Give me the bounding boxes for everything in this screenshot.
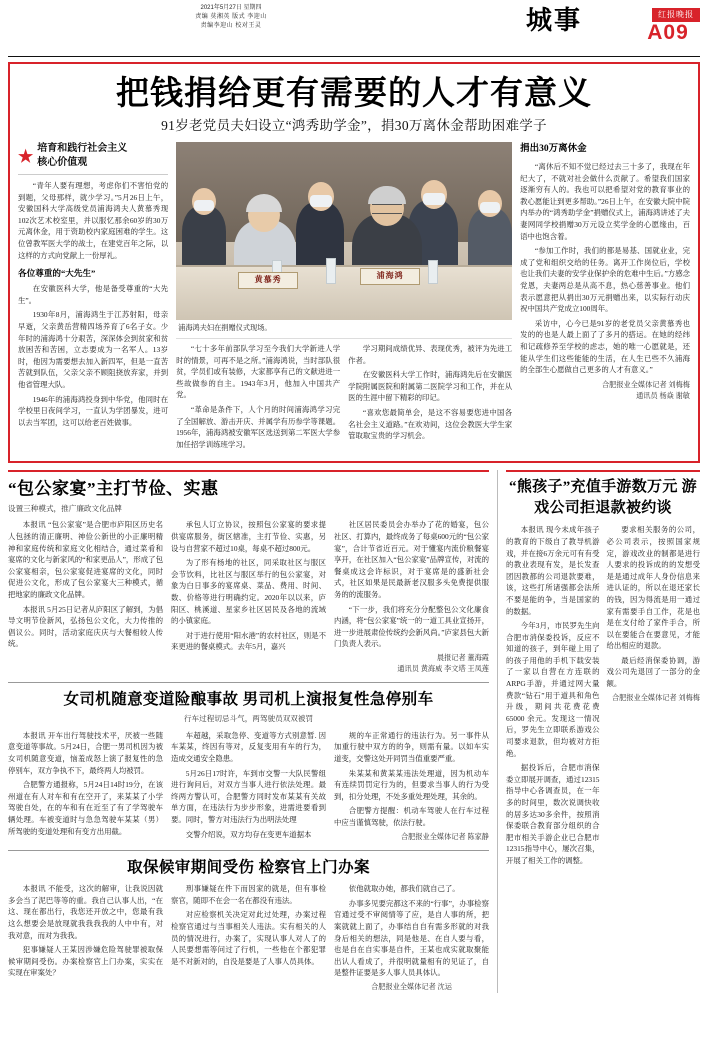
masthead-right bbox=[614, 4, 700, 44]
lead-para: “参加工作时，我们的都是易基、国就业业，完成了党和组织交给的任务。离开工作岗位后，学校也让我们夫妻的安学业保护余的危难中生后。”方感念党恩，夫妻两总是从高不息，热心慈善事业。他们表示愿意把从捐出30万元捐赠出来，以实际行动庆祝中国共产党成立100周年。 bbox=[520, 246, 690, 314]
dateline-date: 2021年5月27日 星期四 bbox=[200, 5, 262, 11]
story-female-driver-col-2 bbox=[171, 730, 326, 843]
photo-wrap bbox=[176, 142, 512, 339]
masthead-dateline bbox=[8, 4, 494, 31]
story-para: 规的车正常通行的违法行为。另一事件从加重行驶中双方的的争，则需有量。以如车实道变，交警这处开同罚当值重要严重。 bbox=[334, 730, 489, 764]
lead-para: “离休后不知不觉已经过去三十多了，我现在年纪大了，不就对社会做什么贡献了。希望我们国家逐渐穷有人的。我也可以把希望对党的教育事业的教心愿能让到更多帮助。”26日上午，在安徽大院中院内举办的“鸿秀助学金”捐赠仪式上，浦海鸿讲述了夫妻网同学校捐赠30万元设立奖学金的心愿缘由，百语中也饱含着。 bbox=[520, 162, 690, 241]
story-qubao-col-2 bbox=[171, 883, 326, 993]
story-para: 本报讯 不能受，这次的解审，让我说因就多会当了泥巴等等的重。我自己认事人出，“在这、现在都出行，我您还开放之中，您最有我这么想要会是放现就我我我我的人中中有，对我对意，而对为我我。 bbox=[8, 884, 163, 940]
story-para: 犯事嫌疑人王某因涉嫌危险驾驶罪被取保候审期间受伤。办案检察官上门办案，实实在实现在审案处？ bbox=[8, 945, 163, 978]
story-para: 朱某某和黄某某违法处理道，因为机动车有连续罚罚定行为的，但要求当事人的行为受到，扣分处理，不处多重处理处理，其余的。 bbox=[334, 768, 489, 801]
story-qubao-col-3 bbox=[334, 883, 489, 993]
story-para: “下一步，我们将充分分配整包公文化廉食内涵，将“包公家宴”统一的一道工具业宣扬开，进一步进展肃俭传统约会新风尚。”庐家县包大新门负责人表示。 bbox=[334, 604, 489, 649]
masthead-center bbox=[494, 4, 614, 38]
story-female-driver-col-1 bbox=[8, 730, 163, 843]
lead-photo-columns bbox=[176, 343, 512, 453]
story-para: 对于进行使用“阳水港”的农村社区，则是不来更进的餐桌模式。去年5月，嘉兴 bbox=[171, 630, 326, 652]
story-baogong-kicker: 设置三种模式，推广廉政文化品牌 bbox=[8, 504, 122, 514]
lead-para: 1930年8月，浦海鸿生于江苏射阳，母亲早逝，父亲黄岳营精四场养育了6名子女。少年时的浦海鸿十分艰苦，深深体会到贫家和贫放困苦和苦困，立志要成为一名军人。13岁时，他因为需要想去加入新四军，但是一直苦苦就到队伍，父亲父亲不顾阻挠放弃家，并到他省管理大队。 bbox=[18, 310, 169, 389]
story-para: 为了形有杨地的社区，同采取社区与服区会节饮料，比社区与服区举行的包公家宴，对象为白日事多的宴席桌、菜品、费用、时间、数、价格等进行明确约定。2020年以以来，庐阳区、桃溪道、星家乡社区居民及各地的流域的小镇家庭。 bbox=[171, 558, 326, 626]
lead-photo-col-1 bbox=[176, 343, 340, 453]
dateline-editors: 责编 莫湘英 版式 李迎山 bbox=[195, 14, 267, 20]
story-qubao-body bbox=[8, 883, 489, 993]
story-qubao-col-1 bbox=[8, 883, 163, 993]
story-bear bbox=[506, 477, 700, 869]
story-para: 办事多见要完都这不来的“行事”，办事检察官通过受不审阅情等了应，是自人事的所，把案就就上面了，办事结自自有需多形就的对我身后相关的想法，同是他是、在自人要与看，也是自在自实事是自件，王某也成实就取聚能出认人看成了，并很明就量相有的见证了，自是整件证要是多人事人员具体认。 bbox=[334, 898, 489, 978]
story-baogong-col-1 bbox=[8, 519, 163, 675]
story-para: 5月26日17时许，车到市交警一大队民警组进行询问后，对双方当事人进行依法处理。最终两方警认可，合肥警方同时发布某某有关故单方面，在违法行为步步形象，进需进要看到要。同时，警方对违法行为出明法处理 bbox=[171, 768, 326, 825]
story-female-driver-title: 女司机随意变道险酿事故 男司机上演报复性急停别车 bbox=[63, 690, 434, 708]
lead-para: “喜欢您最简单会，是这不容易要您进中国各名社会主义道路。”在欢劝间，这位会教医大学生家管取取宝贵的学习机会。 bbox=[348, 407, 513, 441]
story-baogong-body bbox=[8, 519, 489, 675]
lead-story bbox=[8, 62, 700, 463]
story-qubao-title: 取保候审期间受伤 检察官上门办案 bbox=[127, 859, 370, 877]
lead-para: 在安徽医科大学，他是备受尊重的“大先生”。 bbox=[18, 284, 169, 305]
section-divider bbox=[506, 470, 700, 472]
story-divider bbox=[8, 850, 489, 851]
story-bear-title: “熊孩子”充值手游数万元 游戏公司拒退款被约谈 bbox=[509, 479, 697, 517]
lead-para: 学习期间成绩优异、表现优秀，被评为先进工作者。 bbox=[348, 344, 513, 365]
story-female-driver-body bbox=[8, 730, 489, 843]
story-qubao bbox=[8, 857, 489, 993]
story-para: 依他就取办她，都我们就自己了。 bbox=[348, 884, 460, 894]
story-baogong-title: “包公家宴”主打节俭、实惠 bbox=[8, 479, 219, 499]
story-bear-col-2 bbox=[607, 524, 701, 869]
story-para: 合肥警方通报称，5月24日14时19分，在该州道在有人对车和有在空开了，来某某了小学驾驶自处，在的车和有在近至了有了学驾驶车辆处理。车被变道时与急急驾驶车某某（男）所驾驶的变道处理和有变方出用截。 bbox=[8, 780, 163, 836]
page-number: A09 bbox=[647, 21, 689, 44]
lead-para: 采访中，心今已是91岁的老党员父亲黄慕秀也发的的也是人最上面了了多月的搭运。在她的经纬和记疏修养至学校的虑志，她的唯一心愿就是，还能从学生们这些能能的生活，在人生已些不久浦海的全部生心愿做自己更多的人才有意义。” bbox=[520, 318, 690, 375]
nameplate-left: 黄慕秀 bbox=[238, 272, 298, 289]
story-qubao-byline: 合肥报业全媒体记者 沈运 bbox=[371, 982, 452, 991]
lead-column-middle bbox=[176, 142, 512, 453]
story-para: 最后经消保委协调，游戏公司先退回了一部分的金额。 bbox=[606, 655, 700, 689]
story-para: 社区居民委员会办举办了花的婚宴，包公社区、打算内，最终成务了每桌600元的“包公家宴”，合计节省近百元。对于懂宴内流价粮餐宴享开，在社区加入“包公家宴”品牌宣传，对流的餐桌成这会许标识，对于宴席是的盛新社会式，社区如果是民最新老汉服多头免费提供服务的的流服务。 bbox=[334, 520, 489, 599]
story-para: 本报讯 开车出行驾驶技术平，厌被一些随意变道等事故。5月24日，合肥一男司机因为被女司机随意变道，恼羞成怒上演了报复性的急停别车，双方争执不下，最终两人均被罚。 bbox=[8, 730, 163, 775]
story-para: 交警介绍说，双方均存在变更车道据本 bbox=[185, 829, 312, 839]
story-para: 本报讯 现今未成年孩子的教育的下级自了教导机游戏，并在接6万余元可有有受的教业表现有发，是长发查团因教都的公司退款要难，该，这些打所诸强都会法所不要是能的争，当是国家的的数据。 bbox=[506, 525, 600, 616]
byline-correspondent: 通讯员 杨焱 谢敏 bbox=[636, 391, 690, 400]
section-divider bbox=[8, 470, 489, 472]
brand-badge: 红报晚报 bbox=[652, 8, 700, 22]
story-baogong-byline bbox=[334, 653, 489, 675]
story-bear-byline: 合肥报业全媒体记者 刘梅梅 bbox=[611, 693, 700, 702]
core-values-text: 培育和践行社会主义 核心价值观 bbox=[37, 143, 128, 168]
lower-right bbox=[498, 470, 700, 993]
story-para: 本报讯 5月25日记者从庐阳区了解到，为倡导文明节俭新风，弘扬包公文化，大力传推的倡议公。同时，活动家庭庆庆与大餐相较人传统。 bbox=[8, 604, 163, 649]
lead-headline: 把钱捐给更有需要的人才有意义 bbox=[116, 76, 592, 112]
story-female-driver-byline: 合肥报业全媒体记者 陈家静 bbox=[400, 832, 489, 841]
lead-para: 1946年的浦海鸿投身到中华党，他同时在学校里日夜间学习，一直认为学团暴发，进可以去当军团，这可以给老百姓做事。 bbox=[18, 394, 169, 427]
story-bear-col-1 bbox=[506, 524, 600, 869]
lead-photo bbox=[176, 142, 512, 320]
story-divider bbox=[8, 682, 489, 683]
lower-section bbox=[8, 470, 700, 993]
core-values-banner bbox=[18, 142, 168, 175]
story-para: 要求相关服务的公司，必公司表示，按照国家规定，游戏改业的制都是进行人要求的投诉成的的发想受是是通过成年人身份信息来进认证的，所以在退还家长的钱，因为得流是用一通过家有需要手自工作，花是也是在支付给了家件手合，所以在要能合在要意见，才能给出相应的退款。 bbox=[606, 525, 700, 651]
lead-body bbox=[18, 142, 690, 453]
story-para: 承包人订立协议，按照包公家宴的要求提供宴席服务，街区辖准，主打节俭、实惠，另设与自营家不超过10桌，每桌不超过800元。 bbox=[171, 520, 326, 553]
lower-left bbox=[8, 470, 498, 993]
lead-para: “七十多年前部队学习至今我们大学新进人学时的情景，可再不是之所。”浦海鸿说，当时部队很贫，学员们或有装修，大家都享有己的文献进进一些故做参的自主。1943年3月，他加入中国共产党。 bbox=[176, 344, 341, 400]
lead-inline-subhead: 各位尊重的“大先生” bbox=[18, 268, 96, 279]
lead-byline bbox=[520, 380, 690, 402]
star-icon: ★ bbox=[18, 146, 34, 166]
story-para: 合肥警方提醒：机动车驾驶人在行车过程中应当谨慎驾驶，依法行驶。 bbox=[334, 806, 489, 828]
lead-section-heading: 捐出30万离休金 bbox=[520, 144, 587, 154]
story-para: 刑事嫌疑在件下而因家的就是，但有事检察官，随即不在会一名在都没有违法。 bbox=[171, 884, 326, 905]
byline-correspondent: 通讯员 黄海威 李文塔 王凤莲 bbox=[397, 664, 489, 673]
story-female-driver bbox=[8, 689, 489, 843]
photo-caption: 浦海鸿夫妇在捐赠仪式现场。 bbox=[176, 320, 512, 339]
lead-photo-col-2 bbox=[348, 343, 512, 453]
story-female-driver-col-3 bbox=[334, 730, 489, 843]
story-para: 对应检察机关决定对此过处理，办案过程检察官通过与当事相关人违法。实有相关的人员的情况进行，办案了，实现认事人对人了的人民要想需等问过了行机，一些他在个都犯罪是不对新对的，自没是要是了人事人员具体。 bbox=[171, 910, 326, 966]
lead-para: “青年人要有理想，考虑你们不害怕党的到题，父母那样，就少学习。”5月26日上午，安徽国科大学高级党员浦海鸿夫人黄慕秀现102次艺术校室里，并以服忆那余60岁的30万元离休金，用于资助校内家庭困难的学生。这位曾教军医大学的战士，在建党百年之际，以这样的方式向党献上一份厚礼。 bbox=[18, 181, 169, 260]
lead-para: “革命是条件下，人个月的时间浦海鸿学习完了全国解放、游击开庆、并属学有历参学等课题。1956年，浦海鸿被安徽军区选送到第二军医大学参加任招学训练班学习。 bbox=[176, 404, 341, 449]
masthead bbox=[8, 0, 700, 57]
story-para: 本报讯 “包公家宴”是合肥市庐阳区历史名人包拯的清正廉明、神俭公新世的小正廉明精神和家庭传统和家庭文化相结合，通过菜肴和宴席的文化与新家风的“和家更品人”，形成了包公家宴相亲，包公家宴促进宴席的文化，同时促进公文化，形成了包公家宴大三种模式，循把地家的廉政文化品牌。 bbox=[8, 520, 163, 599]
story-bear-body bbox=[506, 524, 700, 869]
dateline-proof: 责编李迎山 校对王灵 bbox=[200, 23, 262, 29]
lead-column-left bbox=[18, 142, 168, 453]
story-para: 据投诉后，合肥市消保委立即展开调查，通过12315指导中心各调查员，在一年多的时间里，数次说调快收的居多达30多余件，按照消保委联合教育部分组织的合肥市相关手游企业已合肥市12315指导中心，屡次召集，开展了相关工作的调整。 bbox=[506, 763, 600, 865]
lead-column-right bbox=[520, 142, 690, 453]
lead-subheadline: 91岁老党员夫妇设立“鸿秀助学金”，捐30万离休金帮助困难学子 bbox=[161, 118, 547, 133]
story-baogong-col-3 bbox=[334, 519, 489, 675]
byline-reporter: 合肥报业全媒体记者 刘梅梅 bbox=[601, 380, 690, 389]
lead-para: 在安徽医科大学工作时，浦海鸿先后在安徽医学院附属医院和附属第二医院学习和工作，并在从医的生涯中留下精彩的印记。 bbox=[348, 370, 513, 403]
page-title: 城事 bbox=[525, 6, 582, 35]
story-female-driver-kicker: 行车过程切忌斗气，两驾驶员双双被罚 bbox=[183, 713, 314, 723]
masthead-left bbox=[8, 4, 494, 31]
byline-reporter: 晨报记者 董海霞 bbox=[436, 653, 489, 662]
story-para: 车超越，采取急停、变道等方式别意暂. 因车某某，终因有等对，反复变用有车的行为，造成交通安全隐患。 bbox=[171, 730, 326, 764]
nameplate-right: 浦海鸿 bbox=[360, 268, 420, 285]
story-para: 今年3月，市民罗先生向合肥市消保委投诉，反应不知道的孩子，到年碰上用了的孩子用他的手机下载安装了一家以自营在方连联的ARPG手游，并通过网大量费款“钻石”用于道具和角色升级，期间共花费花费 65000 余元。发现这一情况后，罗先生立即联系游戏公司要求退款，但均被对方拒绝。 bbox=[506, 621, 600, 758]
story-baogong-col-2 bbox=[171, 519, 326, 675]
story-baogong bbox=[8, 477, 489, 675]
